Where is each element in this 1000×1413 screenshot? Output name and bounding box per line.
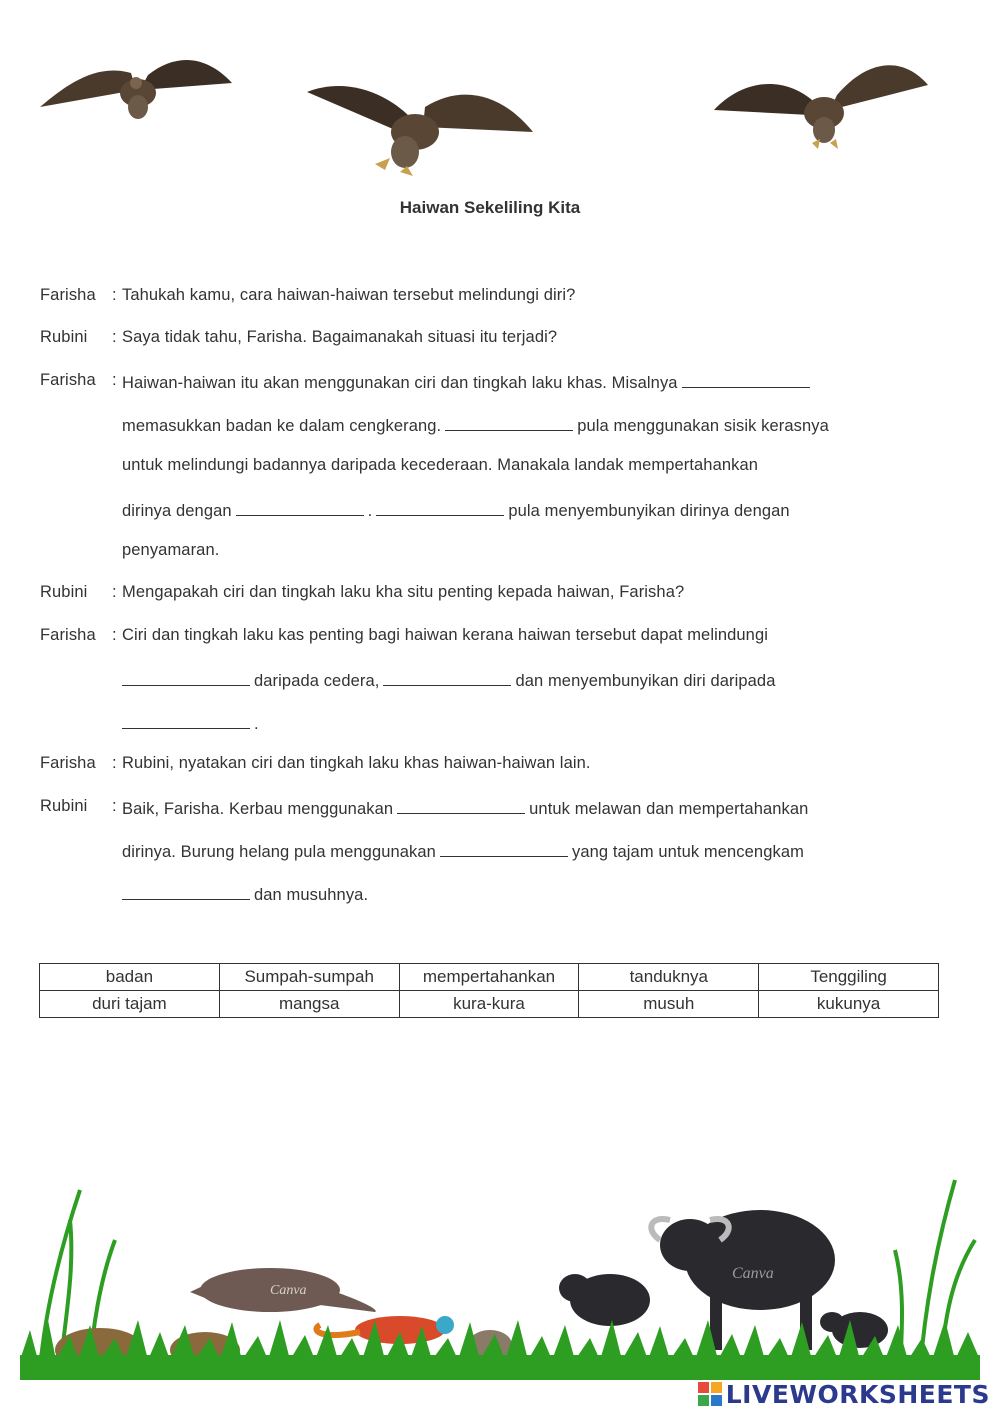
word-bank-cell[interactable]: kukunya bbox=[759, 991, 939, 1018]
speaker-label: Rubini bbox=[40, 797, 88, 815]
answer-blank-2[interactable] bbox=[445, 414, 573, 431]
dialogue-text-wrap bbox=[118, 712, 259, 734]
word-bank-table bbox=[39, 963, 939, 1018]
dialogue-text: yang tajam untuk mencengkam bbox=[571, 843, 804, 861]
buffalo bbox=[651, 1210, 835, 1350]
pangolin bbox=[190, 1268, 376, 1312]
chameleon bbox=[316, 1316, 454, 1344]
dialogue-text: pula menyembunyikan dirinya dengan bbox=[508, 502, 790, 520]
page-title: Haiwan Sekeliling Kita bbox=[399, 198, 581, 217]
word-bank-cell[interactable]: Tenggiling bbox=[759, 964, 939, 991]
dialogue-text: Rubini, nyatakan ciri dan tingkah laku khas haiwan-haiwan lain. bbox=[122, 754, 591, 772]
speaker-label: Farisha bbox=[40, 286, 96, 304]
dialogue-text: Ciri dan tingkah laku kas penting bagi haiwan kerana haiwan tersebut dapat melindungi bbox=[122, 626, 768, 644]
answer-blank-5[interactable] bbox=[122, 669, 250, 686]
dialogue-text: pula menggunakan sisik kerasnya bbox=[577, 417, 829, 435]
dialogue-text-wrap bbox=[118, 883, 368, 905]
answer-blank-7[interactable] bbox=[122, 712, 250, 729]
dialogue-text: dirinya. Burung helang pula menggunakan bbox=[122, 843, 436, 861]
colon: : bbox=[112, 286, 117, 304]
word-bank-cell[interactable]: tanduknya bbox=[579, 964, 759, 991]
eagle-illustration-left bbox=[36, 45, 236, 125]
answer-blank-4[interactable] bbox=[376, 499, 504, 516]
animal-grass-illustration bbox=[20, 1160, 980, 1380]
dialogue-text-wrap bbox=[122, 840, 804, 862]
speaker-label: Rubini bbox=[40, 328, 88, 346]
eagle-illustration-center bbox=[305, 72, 535, 182]
dialogue-text: Tahukah kamu, cara haiwan-haiwan tersebut melindungi diri? bbox=[122, 286, 576, 304]
dialogue-text-wrap bbox=[122, 797, 808, 819]
dialogue-text-wrap bbox=[122, 414, 829, 436]
dialogue-text: Haiwan-haiwan itu akan menggunakan ciri dan tingkah laku khas. Misalnya bbox=[122, 374, 678, 392]
colon: : bbox=[112, 328, 117, 346]
dialogue-text: penyamaran. bbox=[122, 541, 220, 559]
dialogue-text: dan musuhnya. bbox=[254, 886, 369, 904]
dialogue-text: . bbox=[254, 715, 259, 733]
speaker-label: Rubini bbox=[40, 583, 88, 601]
dialogue-text: Baik, Farisha. Kerbau menggunakan bbox=[122, 800, 394, 818]
dialogue-text: memasukkan badan ke dalam cengkerang. bbox=[122, 417, 442, 435]
answer-blank-9[interactable] bbox=[440, 840, 568, 857]
dialogue-text: untuk melindungi badannya daripada kecederaan. Manakala landak mempertahankan bbox=[122, 456, 759, 474]
answer-blank-1[interactable] bbox=[682, 371, 810, 388]
dialogue-text: dirinya dengan bbox=[122, 502, 232, 520]
colon: : bbox=[112, 797, 117, 815]
word-bank-cell[interactable]: mempertahankan bbox=[399, 964, 579, 991]
answer-blank-8[interactable] bbox=[397, 797, 525, 814]
colon: : bbox=[112, 583, 117, 601]
dialogue-text: Mengapakah ciri dan tingkah laku kha situ penting kepada haiwan, Farisha? bbox=[122, 583, 685, 601]
watermark: Canva bbox=[732, 1265, 774, 1282]
colon: : bbox=[112, 371, 117, 389]
word-bank-cell[interactable]: musuh bbox=[579, 991, 759, 1018]
watermark: Canva bbox=[270, 1283, 307, 1298]
word-bank-cell[interactable]: mangsa bbox=[219, 991, 399, 1018]
dialogue-text-wrap bbox=[122, 499, 790, 521]
answer-blank-10[interactable] bbox=[122, 883, 250, 900]
dialogue-text: . bbox=[367, 502, 373, 520]
colon: : bbox=[112, 754, 117, 772]
speaker-label: Farisha bbox=[40, 371, 96, 389]
dialogue-text: daripada cedera, bbox=[254, 672, 380, 690]
dialogue-text-wrap bbox=[122, 371, 814, 393]
dialogue-text: untuk melawan dan mempertahankan bbox=[529, 800, 809, 818]
answer-blank-6[interactable] bbox=[383, 669, 511, 686]
word-bank-cell[interactable]: badan bbox=[40, 964, 220, 991]
dialogue-text: Saya tidak tahu, Farisha. Bagaimanakah situasi itu terjadi? bbox=[122, 328, 558, 346]
word-bank-cell[interactable]: Sumpah-sumpah bbox=[219, 964, 399, 991]
table-row bbox=[40, 964, 939, 991]
colon: : bbox=[112, 626, 117, 644]
eagle-illustration-right bbox=[712, 55, 932, 150]
word-bank-cell[interactable]: kura-kura bbox=[399, 991, 579, 1018]
speaker-label: Farisha bbox=[40, 626, 96, 644]
dialogue-text: dan menyembunyikan diri daripada bbox=[515, 672, 776, 690]
table-row bbox=[40, 991, 939, 1018]
speaker-label: Farisha bbox=[40, 754, 96, 772]
brand-logo-text: LIVEWORKSHEETS bbox=[725, 1380, 990, 1409]
liveworksheets-logo-icon bbox=[698, 1382, 722, 1406]
answer-blank-3[interactable] bbox=[236, 499, 364, 516]
word-bank-cell[interactable]: duri tajam bbox=[40, 991, 220, 1018]
dialogue-text-wrap bbox=[118, 669, 775, 691]
